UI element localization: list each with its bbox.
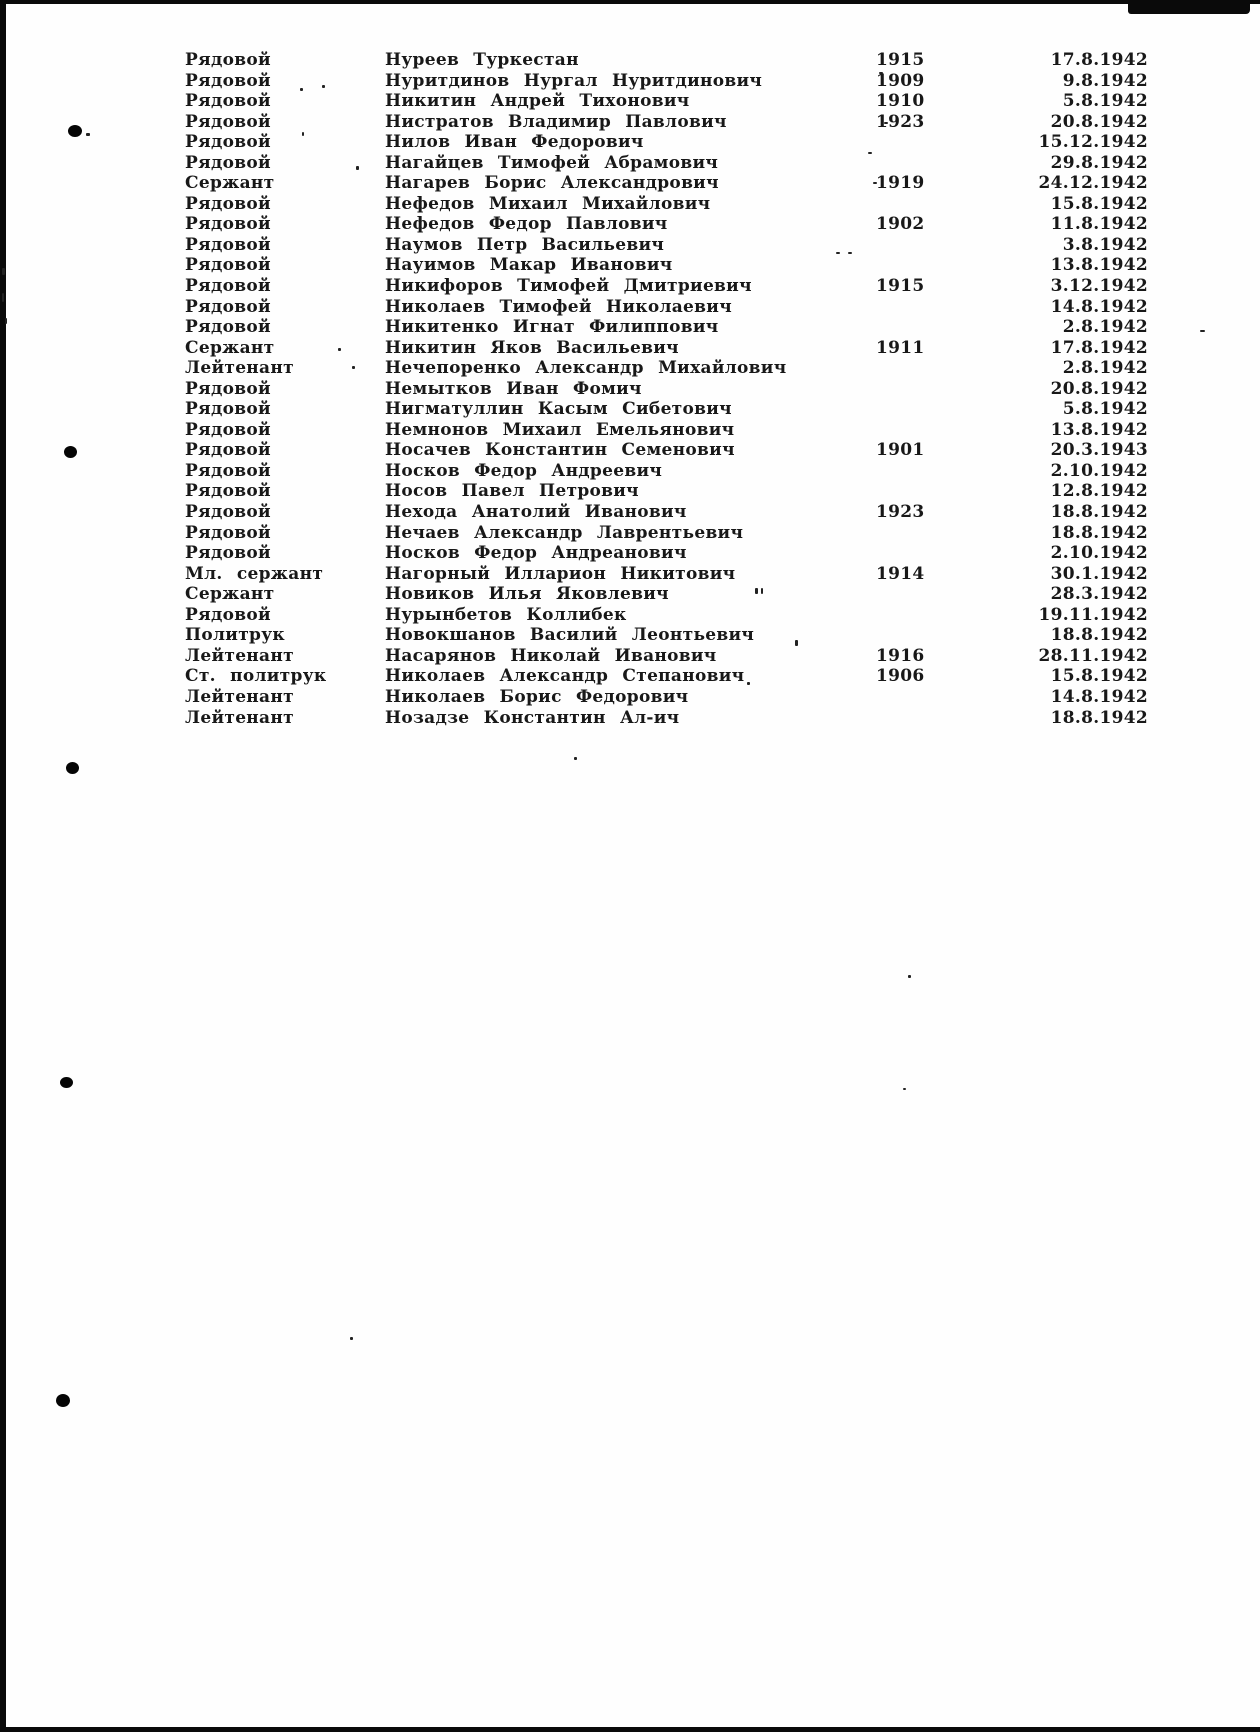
date-cell: 5.8.1942 [1062,91,1148,112]
date-cell: 20.8.1942 [1050,111,1148,132]
name-cell: Никитин Яков Васильевич [385,337,679,358]
rank-cell: Рядовой [185,522,271,543]
date-cell: 5.8.1942 [1062,399,1148,420]
birth-year-cell: 1906 [876,666,925,687]
rank-cell: Рядовой [185,276,271,297]
date-cell: 28.11.1942 [1038,645,1148,666]
rank-cell: Политрук [185,625,285,646]
scan-speck [574,757,577,760]
name-cell: Нагорный Илларион Никитович [385,563,736,584]
birth-year-cell: 1914 [876,563,925,584]
rank-cell: Рядовой [185,399,271,420]
name-cell: Науимов Макар Иванович [385,255,673,276]
list-row [0,584,1260,605]
name-cell: Насарянов Николай Иванович [385,645,717,666]
list-row [0,71,1260,92]
name-cell: Нечепоренко Александр Михайлович [385,358,787,379]
rank-cell: Лейтенант [185,358,294,379]
rank-cell: Рядовой [185,193,271,214]
date-cell: 12.8.1942 [1050,481,1148,502]
rank-cell: Рядовой [185,50,271,70]
name-cell: Никитин Андрей Тихонович [385,91,690,112]
list-row [0,687,1260,708]
list-row [0,399,1260,420]
name-cell: Носков Федор Андреевич [385,460,663,481]
date-cell: 17.8.1942 [1050,50,1148,70]
date-cell: 13.8.1942 [1050,419,1148,440]
name-cell: Николаев Александр Степанович [385,666,745,687]
name-cell: Нагарев Борис Александрович [385,173,719,194]
date-cell: 20.3.1943 [1050,440,1148,461]
name-cell: Носов Павел Петрович [385,481,639,502]
list-row [0,646,1260,667]
list-row [0,605,1260,626]
name-cell: Николаев Борис Федорович [385,686,689,707]
list-row [0,276,1260,297]
birth-year-cell: 1923 [876,111,925,132]
list-row [0,214,1260,235]
name-cell: Носачев Константин Семенович [385,440,735,461]
list-row [0,666,1260,687]
date-cell: 3.12.1942 [1050,276,1148,297]
name-cell: Нечаев Александр Лаврентьевич [385,522,744,543]
name-cell: Нехода Анатолий Иванович [385,502,687,523]
list-row [0,50,1260,71]
date-cell: 15.12.1942 [1038,132,1148,153]
list-row [0,502,1260,523]
rank-cell: Ст. политрук [185,666,327,687]
list-row [0,317,1260,338]
list-row [0,235,1260,256]
scan-speck [350,1337,353,1340]
scan-speck [903,1088,906,1090]
date-cell: 13.8.1942 [1050,255,1148,276]
list-row [0,379,1260,400]
list-row [0,112,1260,133]
date-cell: 18.8.1942 [1050,522,1148,543]
rank-cell: Рядовой [185,419,271,440]
date-cell: 19.11.1942 [1038,604,1148,625]
date-cell: 2.10.1942 [1050,460,1148,481]
rank-cell: Рядовой [185,378,271,399]
list-row [0,194,1260,215]
list-row [0,523,1260,544]
rank-cell: Рядовой [185,460,271,481]
scan-edge-top [0,0,1260,4]
rank-cell: Рядовой [185,70,271,91]
rank-cell: Рядовой [185,91,271,112]
rank-cell: Рядовой [185,214,271,235]
name-cell: Нефедов Федор Павлович [385,214,668,235]
name-cell: Нуреев Туркестан [385,50,579,70]
date-cell: 18.8.1942 [1050,625,1148,646]
name-cell: Нуритдинов Нургал Нуритдинович [385,70,763,91]
birth-year-cell: 1901 [876,440,925,461]
scan-speck [908,975,911,978]
rank-cell: Рядовой [185,317,271,338]
list-row [0,564,1260,585]
birth-year-cell: 1902 [876,214,925,235]
name-cell: Николаев Тимофей Николаевич [385,296,732,317]
name-cell: Новокшанов Василий Леонтьевич [385,625,755,646]
name-cell: Немнонов Михаил Емельянович [385,419,735,440]
rank-cell: Рядовой [185,132,271,153]
date-cell: 2.10.1942 [1050,543,1148,564]
date-cell: 18.8.1942 [1050,707,1148,728]
rank-cell: Рядовой [185,502,271,523]
punch-hole [66,762,79,774]
birth-year-cell: 1923 [876,502,925,523]
date-cell: 17.8.1942 [1050,337,1148,358]
birth-year-cell: 1910 [876,91,925,112]
list-row [0,338,1260,359]
list-row [0,358,1260,379]
personnel-list [0,50,1260,728]
list-row [0,132,1260,153]
name-cell: Носков Федор Андреанович [385,543,687,564]
rank-cell: Рядовой [185,481,271,502]
rank-cell: Сержант [185,337,275,358]
rank-cell: Рядовой [185,440,271,461]
list-row [0,255,1260,276]
rank-cell: Рядовой [185,111,271,132]
name-cell: Нистратов Владимир Павлович [385,111,727,132]
scan-edge-top-bar [1128,0,1250,14]
name-cell: Нагайцев Тимофей Абрамович [385,152,719,173]
name-cell: Наумов Петр Васильевич [385,234,665,255]
birth-year-cell: 1915 [876,276,925,297]
date-cell: 28.3.1942 [1050,584,1148,605]
date-cell: 2.8.1942 [1062,317,1148,338]
list-row [0,297,1260,318]
list-row [0,420,1260,441]
rank-cell: Лейтенант [185,686,294,707]
rank-cell: Рядовой [185,234,271,255]
list-row [0,153,1260,174]
rank-cell: Рядовой [185,152,271,173]
name-cell: Нигматуллин Касым Сибетович [385,399,732,420]
list-row [0,91,1260,112]
list-row [0,173,1260,194]
scan-edge-bottom [0,1727,1260,1732]
name-cell: Никифоров Тимофей Дмитриевич [385,276,752,297]
rank-cell: Сержант [185,173,275,194]
date-cell: 2.8.1942 [1062,358,1148,379]
date-cell: 20.8.1942 [1050,378,1148,399]
birth-year-cell: 1909 [876,70,925,91]
rank-cell: Сержант [185,584,275,605]
name-cell: Нилов Иван Федорович [385,132,644,153]
date-cell: 14.8.1942 [1050,296,1148,317]
name-cell: Нозадзе Константин Ал-ич [385,707,680,728]
date-cell: 30.1.1942 [1050,563,1148,584]
list-row [0,708,1260,729]
punch-hole [60,1077,73,1088]
birth-year-cell: 1911 [876,337,925,358]
date-cell: 29.8.1942 [1050,152,1148,173]
date-cell: 18.8.1942 [1050,502,1148,523]
rank-cell: Мл. сержант [185,563,324,584]
date-cell: 15.8.1942 [1050,666,1148,687]
punch-hole [56,1394,70,1407]
rank-cell: Лейтенант [185,707,294,728]
birth-year-cell: 1919 [876,173,925,194]
rank-cell: Рядовой [185,604,271,625]
date-cell: 3.8.1942 [1062,234,1148,255]
rank-cell: Рядовой [185,255,271,276]
name-cell: Немытков Иван Фомич [385,378,642,399]
name-cell: Нурынбетов Коллибек [385,604,627,625]
date-cell: 14.8.1942 [1050,686,1148,707]
rank-cell: Рядовой [185,296,271,317]
birth-year-cell: 1915 [876,50,925,70]
list-row [0,481,1260,502]
rank-cell: Рядовой [185,543,271,564]
name-cell: Никитенко Игнат Филиппович [385,317,719,338]
name-cell: Нефедов Михаил Михайлович [385,193,711,214]
list-row [0,461,1260,482]
date-cell: 9.8.1942 [1062,70,1148,91]
list-row [0,543,1260,564]
rank-cell: Лейтенант [185,645,294,666]
date-cell: 11.8.1942 [1050,214,1148,235]
date-cell: 15.8.1942 [1050,193,1148,214]
name-cell: Новиков Илья Яковлевич [385,584,669,605]
date-cell: 24.12.1942 [1038,173,1148,194]
list-row [0,440,1260,461]
list-row [0,625,1260,646]
birth-year-cell: 1916 [876,645,925,666]
